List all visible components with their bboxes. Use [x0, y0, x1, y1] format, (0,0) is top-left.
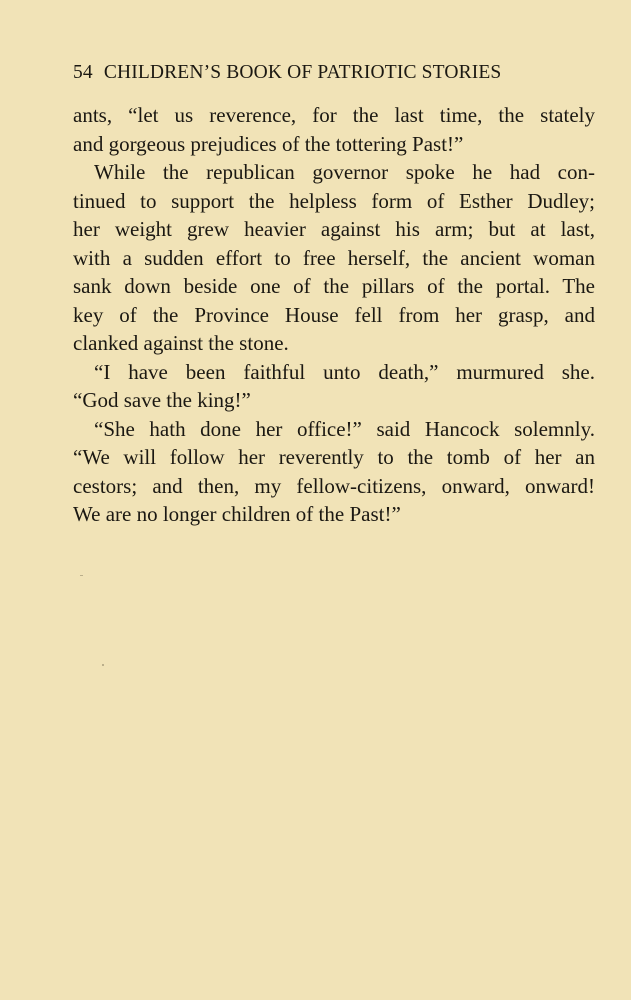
- text-line: tinued to support the helpless form of Esther Dudley;: [73, 188, 595, 213]
- text-line: cestors; and then, my fellow-citizens, onward, onward!: [73, 473, 595, 498]
- text-line: “We will follow her reverently to the tomb of her an: [73, 445, 595, 469]
- running-head: [73, 62, 563, 88]
- body-text: [73, 101, 595, 529]
- text-line: “I have been faithful unto death,” murmured she.: [94, 359, 595, 384]
- text-line: We are no longer children of the Past!”: [73, 502, 401, 526]
- text-line: “She hath done her office!” said Hancock solemnly.: [94, 416, 595, 441]
- text-line: with a sudden effort to free herself, the ancient woman: [73, 245, 595, 270]
- paper-speck: [102, 664, 104, 666]
- running-title: CHILDREN’S BOOK OF PATRIOTIC STORIES: [103, 62, 502, 83]
- text-line: sank down beside one of the pillars of the portal. The: [73, 274, 595, 298]
- text-line: and gorgeous prejudices of the tottering Past!”: [73, 131, 464, 156]
- text-line: While the republican governor spoke he had con-: [94, 160, 595, 184]
- text-line: ants, “let us reverence, for the last time, the stately: [73, 103, 595, 127]
- paper-speck: [80, 575, 83, 576]
- text-line: key of the Province House fell from her grasp, and: [73, 302, 595, 327]
- text-line: “God save the king!”: [73, 388, 251, 412]
- text-line: her weight grew heavier against his arm; but at last,: [73, 217, 595, 241]
- page-number: 54: [73, 62, 93, 83]
- text-line: clanked against the stone.: [73, 331, 289, 355]
